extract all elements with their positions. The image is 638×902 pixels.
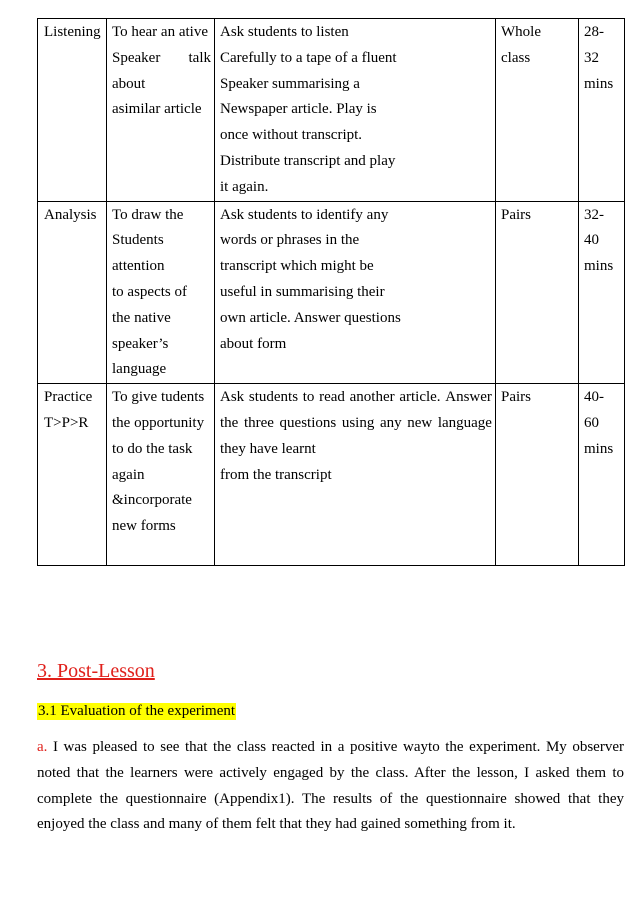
cell-word: the opportunity: [112, 414, 205, 431]
cell-line: [220, 20, 492, 46]
interaction-cell: [496, 201, 579, 384]
cell-line: 32: [584, 49, 599, 66]
cell-line: [220, 175, 492, 201]
interaction-cell: [496, 19, 579, 202]
cell-line: Whole: [501, 24, 541, 40]
cell-line: Practice: [44, 389, 93, 406]
aim-cell: [107, 384, 215, 566]
cell-line: 60: [584, 414, 599, 431]
cell-word: Ask students to listen: [220, 24, 349, 40]
time-cell: [579, 201, 625, 384]
cell-word: Speaker summarising a: [220, 75, 360, 92]
cell-line: Pairs: [501, 389, 531, 406]
aim-cell: [107, 201, 215, 384]
cell-line: [220, 254, 492, 280]
cell-line: [220, 332, 492, 358]
procedure-cell: [215, 201, 496, 384]
cell-line: T>P>R: [44, 414, 89, 431]
cell-line: mins: [584, 75, 614, 92]
procedure-cell: [215, 19, 496, 202]
stage-cell: [38, 201, 107, 384]
cell-word: Speaker: [112, 49, 161, 66]
cell-word: To draw the: [112, 206, 184, 223]
cell-word: questions: [279, 414, 337, 431]
cell-word: To hear an ative: [112, 24, 208, 40]
cell-word: again: [112, 466, 145, 483]
cell-line: mins: [584, 258, 614, 275]
cell-line: [112, 72, 211, 98]
procedure-cell: [215, 384, 496, 566]
cell-line: [112, 514, 211, 540]
cell-word: any: [379, 414, 402, 431]
cell-word: another: [349, 389, 395, 406]
cell-line: [112, 203, 211, 229]
time-cell: [579, 384, 625, 566]
cell-line: 40: [584, 232, 599, 249]
cell-word: read: [319, 389, 345, 406]
evaluation-paragraph: [37, 735, 624, 838]
cell-line: [112, 46, 211, 72]
cell-line: [112, 332, 211, 358]
cell-line: 32-: [584, 206, 604, 223]
cell-word: three: [243, 414, 274, 431]
cell-line: class: [501, 49, 531, 66]
cell-word: attention: [112, 258, 165, 275]
cell-line: [112, 254, 211, 280]
cell-word: students: [248, 389, 299, 406]
cell-word: Answer: [445, 389, 492, 406]
cell-line: [220, 203, 492, 229]
paragraph-text: I was pleased to see that the class reacted in a positive wayto the experiment. My observer noted that the learners were actively engaged by the class. After the lesson, I asked them to complete the questionnaire (Appendix1). The results of the questionnaire showed that they enjoyed the class and many of them felt that they had gained something from it.: [37, 739, 624, 833]
cell-word: from the transcript: [220, 466, 332, 483]
cell-line: [220, 46, 492, 72]
stage-cell: [38, 19, 107, 202]
cell-word: about: [112, 75, 146, 92]
stage-cell: [38, 384, 107, 566]
cell-line: [112, 280, 211, 306]
cell-word: to aspects of: [112, 283, 187, 300]
cell-line: 40-: [584, 389, 604, 406]
cell-line: [112, 97, 211, 123]
cell-word: Ask: [220, 389, 245, 406]
cell-word: Ask students to identify any: [220, 206, 389, 223]
cell-line: [220, 411, 492, 437]
cell-line: Listening: [44, 24, 101, 40]
table-row: [38, 384, 625, 566]
cell-word: the native: [112, 309, 171, 326]
subheading-highlighted: 3.1 Evaluation of the experiment: [38, 703, 236, 719]
cell-word: To give tudents: [112, 389, 205, 406]
cell-word: about form: [220, 335, 287, 352]
cell-word: language: [112, 361, 167, 378]
cell-line: [220, 463, 492, 489]
cell-word: words or phrases in the: [220, 232, 360, 249]
cell-line: [112, 385, 211, 411]
cell-word: new forms: [112, 518, 176, 535]
cell-word: it again.: [220, 178, 269, 195]
aim-cell: [107, 19, 215, 202]
cell-word: Newspaper article. Play is: [220, 101, 377, 118]
time-cell: [579, 19, 625, 202]
cell-line: [112, 463, 211, 489]
cell-line: [112, 20, 211, 46]
cell-line: mins: [584, 440, 614, 457]
cell-line: [112, 437, 211, 463]
cell-line: [220, 306, 492, 332]
cell-line: [220, 97, 492, 123]
cell-word: language: [437, 414, 492, 431]
cell-line: [112, 228, 211, 254]
cell-word: asimilar article: [112, 101, 202, 118]
cell-word: Carefully to a tape of a fluent: [220, 49, 397, 66]
cell-word: once without transcript.: [220, 127, 363, 144]
table-row: [38, 201, 625, 384]
cell-line: Analysis: [44, 206, 97, 223]
cell-line: [220, 437, 492, 463]
cell-word: transcript which might be: [220, 258, 374, 275]
paragraph-marker: a.: [37, 739, 48, 755]
cell-word: article.: [399, 389, 441, 406]
cell-line: [220, 228, 492, 254]
cell-line: [112, 357, 211, 383]
section-heading: 3. Post-Lesson: [37, 660, 155, 682]
cell-word: Distribute transcript and play: [220, 152, 396, 169]
cell-word: to: [302, 389, 315, 406]
cell-word: speaker’s: [112, 335, 169, 352]
lesson-plan-table: [37, 18, 625, 566]
table-row: [38, 19, 625, 202]
cell-line: [112, 306, 211, 332]
interaction-cell: [496, 384, 579, 566]
cell-word: Students: [112, 232, 164, 249]
cell-line: [220, 123, 492, 149]
cell-line: [220, 385, 492, 411]
cell-word: new: [407, 414, 433, 431]
cell-word: the: [220, 414, 239, 431]
cell-word: own article. Answer questions: [220, 309, 401, 326]
cell-word: &incorporate: [112, 492, 192, 509]
cell-word: they have learnt: [220, 440, 316, 457]
cell-line: 28-: [584, 24, 604, 40]
cell-line: [220, 280, 492, 306]
cell-line: Pairs: [501, 206, 531, 223]
cell-line: [112, 488, 211, 514]
cell-word: useful in summarising their: [220, 283, 385, 300]
cell-word: to do the task: [112, 440, 193, 457]
cell-line: [220, 149, 492, 175]
cell-line: [112, 411, 211, 437]
cell-word: using: [341, 414, 375, 431]
cell-word: talk: [188, 49, 211, 66]
cell-line: [220, 72, 492, 98]
